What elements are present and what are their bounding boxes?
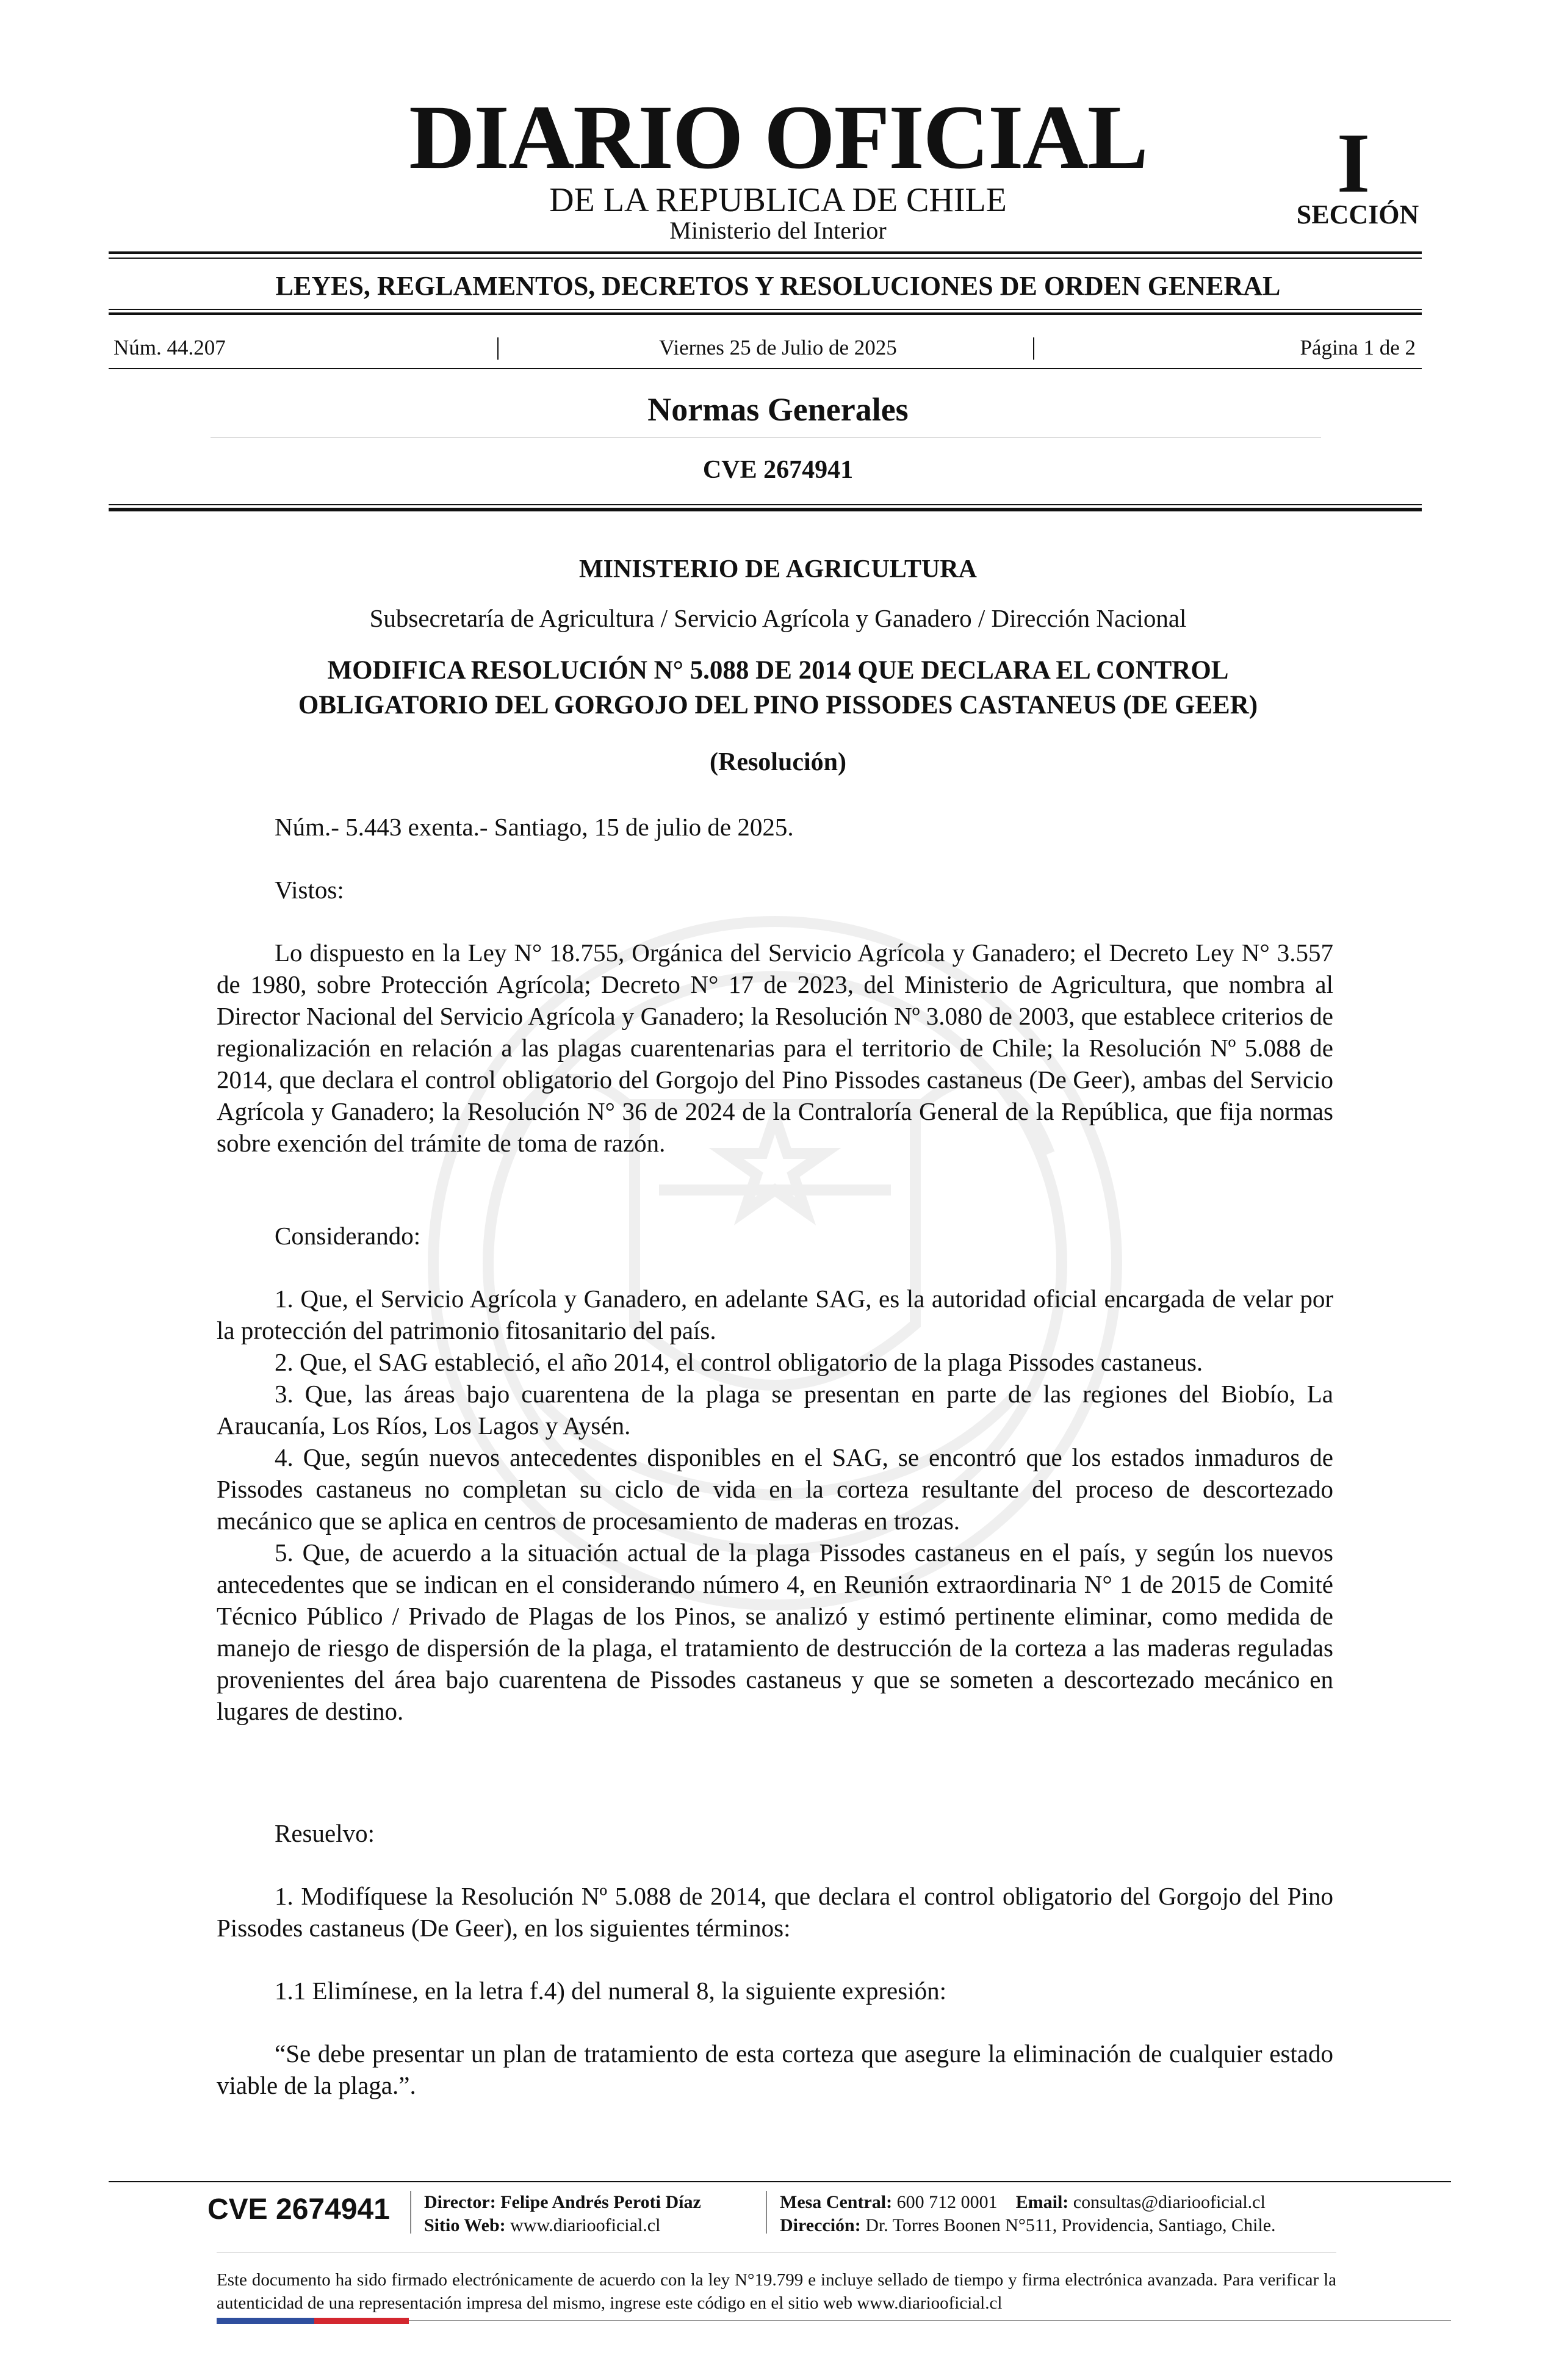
cve-code: CVE 2674941 — [702, 456, 854, 484]
meta-separator: | — [495, 333, 501, 360]
document-title-line-1: MODIFICA RESOLUCIÓN N° 5.088 DE 2014 QUE DECLARA EL CONTROL — [327, 656, 1229, 685]
considerando-item: 1. Que, el Servicio Agrícola y Ganadero, en adelante SAG, es la autoridad oficial encargada de velar por la protección del patrimonio fitosanitario del país. — [217, 1285, 1333, 1344]
considerando-item: 2. Que, el SAG estableció, el año 2014, el control obligatorio de la plaga Pissodes castaneus. — [275, 1348, 1203, 1376]
document-title-line-2: OBLIGATORIO DEL GORGOJO DEL PINO PISSODES CASTANEUS (DE GEER) — [298, 691, 1258, 719]
masthead-subtitle: DE LA REPUBLICA DE CHILE — [549, 181, 1007, 219]
document-type: (Resolución) — [710, 748, 846, 776]
masthead-title: DIARIO OFICIAL — [409, 87, 1147, 188]
issue-date: Viernes 25 de Julio de 2025 — [659, 336, 897, 359]
web-label: Sitio Web: — [424, 2215, 506, 2235]
meta-rule — [109, 368, 1422, 369]
footer-director-block — [424, 2191, 701, 2237]
footer-rule — [109, 2181, 1451, 2182]
footer-divider — [766, 2191, 767, 2234]
header-rule-top-thin — [109, 258, 1422, 259]
considerando-item: 3. Que, las áreas bajo cuarentena de la plaga se presentan en parte de las regiones del Biobío, La Araucanía, Los Ríos, Los Lagos y Aysén. — [217, 1380, 1333, 1440]
number-line: Núm.- 5.443 exenta.- Santiago, 15 de julio de 2025. — [275, 813, 794, 841]
cve-rule-thick — [109, 508, 1422, 511]
section-title: Normas Generales — [647, 391, 909, 428]
page-indicator: Página 1 de 2 — [1300, 336, 1416, 359]
footer-legal-notice: Este documento ha sido firmado electrónicamente de acuerdo con la ley N°19.799 e incluye sellado de tiempo y firma electrónica avanzada. Para verificar la autenticidad de una representación impresa del mismo, ingrese este código en el sitio web www.diariooficial.cl — [217, 2270, 1336, 2313]
header-rule-mid-thin — [109, 309, 1422, 310]
director-label: Director: — [424, 2192, 496, 2212]
document-title — [183, 653, 1373, 723]
issue-number: Núm. 44.207 — [113, 336, 226, 359]
header-rule-top — [109, 251, 1422, 254]
vistos-paragraph: Lo dispuesto en la Ley N° 18.755, Orgánica del Servicio Agrícola y Ganadero; el Decreto Ley N° 3.557 de 1980, sobre Protección Agrícola; Decreto N° 17 de 2023, del Ministerio de Agricultura, que nombra al Director Nacional del Servicio Agrícola y Ganadero; la Resolución Nº 3.080 de 2003, que establece criterios de regionalización en relación a las plagas cuarentenarias para el territorio de Chile; la Resolución Nº 5.088 de 2014, que declara el control obligatorio del Gorgojo del Pino Pissodes castaneus (De Geer), ambas del Servicio Agrícola y Ganadero; la Resolución N° 36 de 2024 de la Contraloría General de la República, que fija normas sobre exención del trámite de toma de razón. — [217, 939, 1333, 1157]
footer-cve-code: CVE 2674941 — [207, 2193, 390, 2226]
category-heading: LEYES, REGLAMENTOS, DECRETOS Y RESOLUCIONES DE ORDEN GENERAL — [275, 271, 1281, 301]
flag-stripe-blue — [217, 2318, 314, 2324]
considerando-label: Considerando: — [275, 1222, 421, 1250]
resuelvo-item-1: 1. Modifíquese la Resolución Nº 5.088 de 2014, que declara el control obligatorio del Gorgojo del Pino Pissodes castaneus (De Geer), en los siguientes términos: — [217, 1882, 1333, 1942]
director-name: Felipe Andrés Peroti Díaz — [500, 2192, 701, 2212]
meta-separator: | — [1031, 333, 1037, 360]
resuelvo-item-1-1: 1.1 Elimínese, en la letra f.4) del numeral 8, la siguiente expresión: — [275, 1977, 946, 2005]
considerando-item: 4. Que, según nuevos antecedentes disponibles en el SAG, se encontró que los estados inmaduros de Pissodes castaneus no completan su ciclo de vida en la corteza resultante del proceso de descortezado mecánico que se aplica en centros de procesamiento de maderas en trozas. — [217, 1443, 1333, 1535]
vistos-label: Vistos: — [275, 876, 344, 904]
address-label: Dirección: — [780, 2215, 861, 2235]
considerando-item: 5. Que, de acuerdo a la situación actual de la plaga Pissodes castaneus en el país, y según los nuevos antecedentes que se indican en el considerando número 4, en Reunión extraordinaria N° 1 de 2015 de Comité Técnico Público / Privado de Plagas de los Pinos, se analizó y estimó pertinente eliminar, como medida de manejo de riesgo de dispersión de la plaga, el tratamiento de destrucción de la corteza a las maderas reguladas provenientes del área bajo cuarentena de Pissodes castaneus y que se someten a descortezado mecánico en lugares de destino. — [217, 1538, 1333, 1725]
section-numeral: I — [1336, 116, 1371, 211]
quoted-expression: “Se debe presentar un plan de tratamiento de esta corteza que asegure la eliminación de cualquier estado viable de la plaga.”. — [217, 2039, 1333, 2099]
email-link[interactable]: consultas@diariooficial.cl — [1073, 2192, 1266, 2212]
cve-rule-thin — [109, 504, 1422, 505]
section-title-underline — [211, 437, 1321, 438]
document-ministry: MINISTERIO DE AGRICULTURA — [579, 555, 977, 583]
flag-stripe-red — [314, 2318, 409, 2324]
resuelvo-label: Resuelvo: — [275, 1819, 375, 1847]
masthead-ministry: Ministerio del Interior — [669, 217, 887, 244]
footer-divider — [410, 2191, 411, 2234]
address-value: Dr. Torres Boonen N°511, Providencia, Santiago, Chile. — [865, 2215, 1276, 2235]
web-link[interactable]: www.diariooficial.cl — [510, 2215, 661, 2235]
section-label: SECCIÓN — [1296, 200, 1419, 229]
considerandos-list — [217, 1283, 1333, 1727]
document-subsecretaria: Subsecretaría de Agricultura / Servicio Agrícola y Ganadero / Dirección Nacional — [369, 604, 1187, 632]
email-label: Email: — [1015, 2192, 1069, 2212]
mesa-label: Mesa Central: — [780, 2192, 893, 2212]
header-rule-mid — [109, 312, 1422, 315]
footer-contact-block — [780, 2191, 1276, 2237]
mesa-phone: 600 712 0001 — [896, 2192, 998, 2212]
